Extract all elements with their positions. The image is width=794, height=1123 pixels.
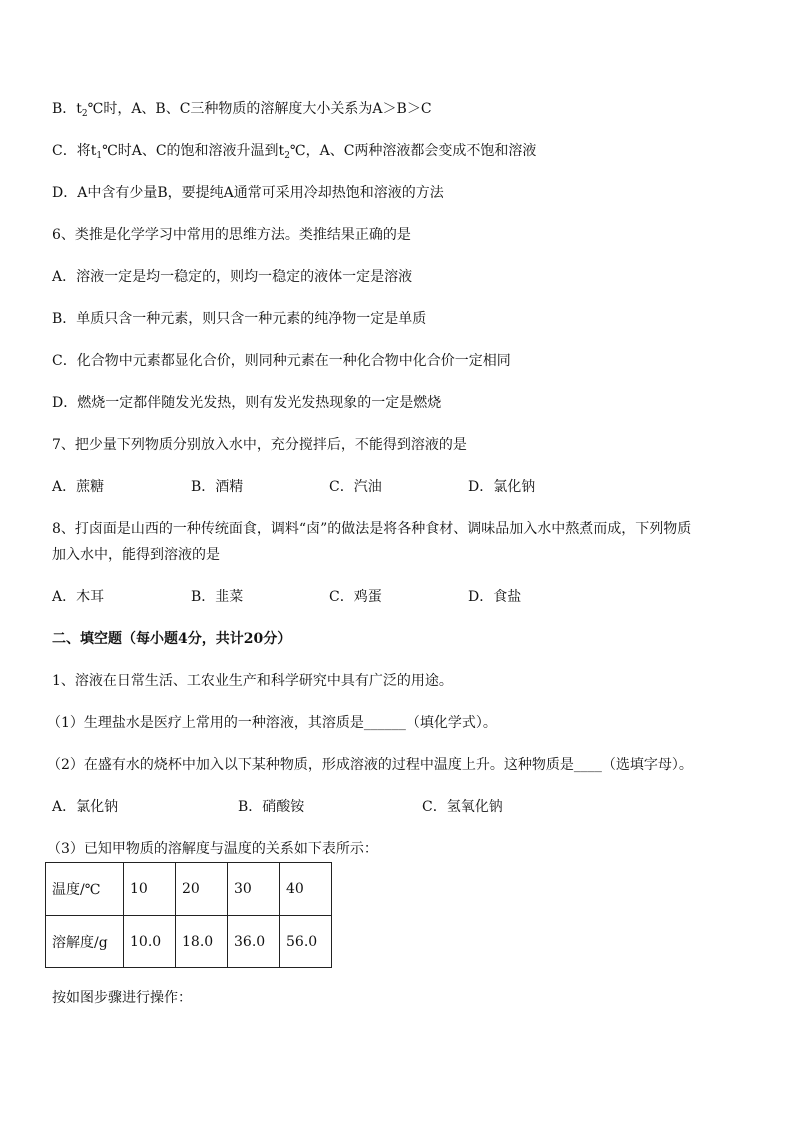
table-row (46, 863, 332, 916)
fill-q1-part2: （2）在盛有水的烧杯中加入以下某种物质，形成溶液的过程中温度上升。这种物质是____（选填字母）。 (47, 757, 693, 773)
q6-option-b: B．单质只含一种元素，则只含一种元素的纯净物一定是单质 (52, 311, 427, 327)
part2-option-a: A．氯化钠 (52, 799, 119, 815)
q8-stem-line1: 8、打卤面是山西的一种传统面食，调料“卤”的做法是将各种食材、调味品加入水中熬煮而成，下列物质 (52, 521, 692, 537)
after-table-text: 按如图步骤进行操作： (52, 990, 192, 1006)
part2-option-b: B．硝酸铵 (238, 799, 305, 815)
solubility-table (45, 862, 332, 968)
table-cell: 10.0 (124, 916, 176, 968)
q5-option-b-pre: B．t (52, 101, 82, 117)
table-cell: 36.0 (228, 916, 280, 968)
q6-option-a: A．溶液一定是均一稳定的，则均一稳定的液体一定是溶液 (52, 269, 413, 285)
q5-option-d: D．A中含有少量B，要提纯A通常可采用冷却热饱和溶液的方法 (52, 185, 444, 201)
table-cell: 20 (176, 863, 228, 916)
q7-option-c: C．汽油 (329, 479, 382, 495)
q8-option-a: A．木耳 (52, 589, 105, 605)
q5-option-c (52, 141, 536, 166)
q6-option-c: C．化合物中元素都显化合价，则同种元素在一种化合物中化合价一定相同 (52, 353, 511, 369)
q5-option-c-mid: ℃时A、C的饱和溶液升温到t (102, 143, 285, 159)
q6-stem: 6、类推是化学学习中常用的思维方法。类推结果正确的是 (52, 227, 411, 243)
q5-option-b-post: ℃时，A、B、C三种物质的溶解度大小关系为A＞B＞C (87, 101, 432, 117)
q5-option-b (52, 99, 432, 124)
table-row (46, 916, 332, 968)
q6-option-d: D．燃烧一定都伴随发光发热，则有发光发热现象的一定是燃烧 (52, 395, 442, 411)
q7-option-d: D．氯化钠 (468, 479, 536, 495)
fill-q1-part3: （3）已知甲物质的溶解度与温度的关系如下表所示： (47, 841, 378, 857)
fill-q1-stem: 1、溶液在日常生活、工农业生产和科学研究中具有广泛的用途。 (52, 673, 453, 689)
q8-option-d: D．食盐 (468, 589, 522, 605)
fill-q1-part1: （1）生理盐水是医疗上常用的一种溶液，其溶质是______（填化学式）。 (47, 715, 497, 731)
table-header-cell: 温度/℃ (46, 863, 124, 916)
q5-option-c-post: ℃，A、C两种溶液都会变成不饱和溶液 (289, 143, 537, 159)
subscript: 1 (96, 151, 103, 161)
table-cell: 18.0 (176, 916, 228, 968)
subscript: 2 (81, 109, 88, 119)
q5-option-c-pre: C．将t (52, 143, 97, 159)
table-cell: 56.0 (280, 916, 332, 968)
table-cell: 30 (228, 863, 280, 916)
q8-option-c: C．鸡蛋 (329, 589, 382, 605)
table-cell: 10 (124, 863, 176, 916)
q7-stem: 7、把少量下列物质分别放入水中，充分搅拌后，不能得到溶液的是 (52, 437, 467, 453)
q7-option-b: B．酒精 (191, 479, 244, 495)
section-heading: 二、填空题（每小题4分，共计20分） (52, 631, 292, 647)
part2-option-c: C．氢氧化钠 (422, 799, 503, 815)
table-cell: 40 (280, 863, 332, 916)
subscript: 2 (284, 151, 290, 161)
table-header-cell: 溶解度/g (46, 916, 124, 968)
q8-option-b: B．韭菜 (191, 589, 244, 605)
q8-stem-line2: 加入水中，能得到溶液的是 (52, 547, 220, 563)
q7-option-a: A．蔗糖 (52, 479, 105, 495)
